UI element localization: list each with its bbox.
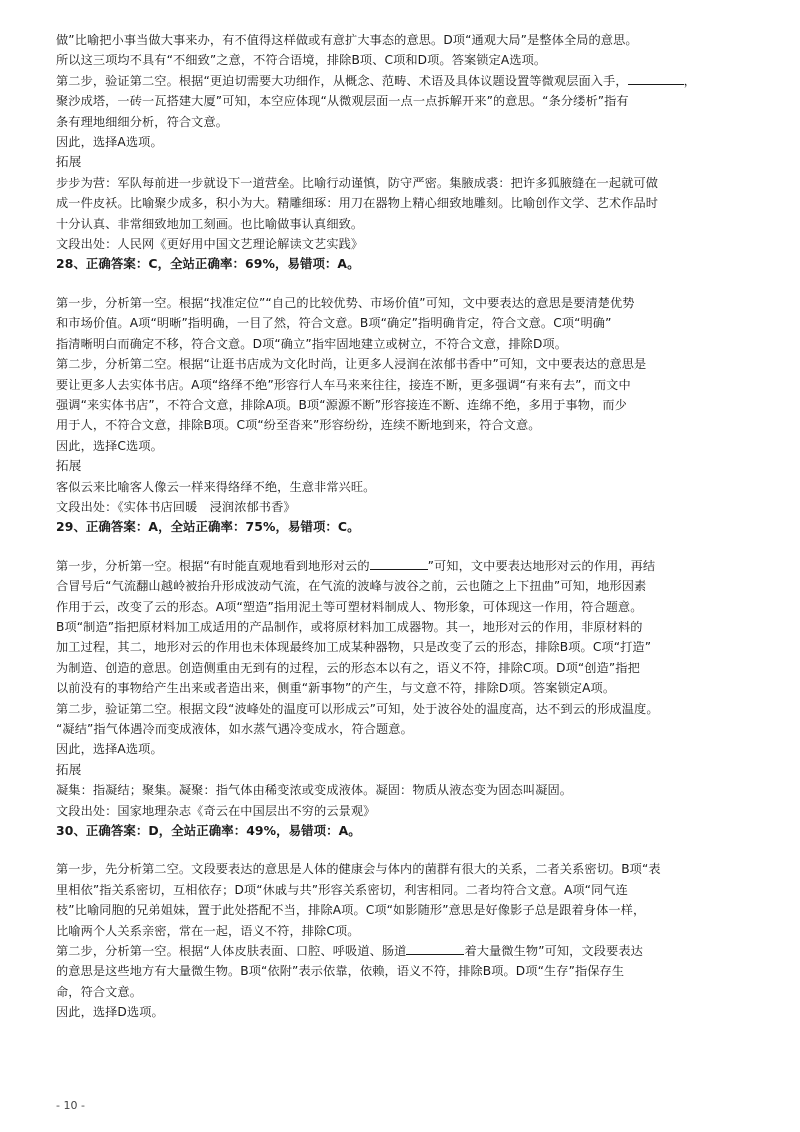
text-line: 合冒号后“气流翻山越岭被抬升形成波动气流，在气流的波峰与波谷之前，云也随之上下扭曲”可知，地形因素 <box>56 579 647 594</box>
text-line: 步步为营：军队每前进一步就设下一道营垒。比喻行动谨慎，防守严密。集腋成裘：把许多狐腋缝在一起就可做 <box>56 175 659 190</box>
text-fragment: ”可知，文中要表达地形对云的作用，再结 <box>427 558 656 573</box>
text-line: 聚沙成塔，一砖一瓦搭建大厦”可知，本空应体现“从微观层面一点一点拆解开来”的意思。“条分缕析”指有 <box>56 94 629 109</box>
text-line: B项“制造”指把原材料加工成适用的产品制作，或将原材料加工成器物。其一，地形对云的作用，非原材料的 <box>56 619 643 634</box>
explanation-block-29 <box>56 556 750 842</box>
source-line: 文段出处：人民网《更好用中国文艺理论解读文艺实践》 <box>56 237 364 252</box>
explanation-block-28 <box>56 293 750 538</box>
text-line <box>56 941 750 961</box>
text-line: “凝结”指气体遇冷而变成液体，如水蒸气遇冷变成水，符合题意。 <box>56 722 413 736</box>
text-line: 条有理地细细分析，符合文意。 <box>56 114 229 129</box>
text-line: 强调“来实体书店”，不符合文意，排除A项。B项“源源不断”形容接连不断、连绵不绝，多用于事物，而少 <box>56 397 627 412</box>
text-line: 比喻两个人关系亲密，常在一起，语义不符，排除C项。 <box>56 923 360 938</box>
text-fragment: 第二步，分析第一空。根据“人体皮肤表面、口腔、呼吸道、肠道 <box>56 944 407 959</box>
text-line: 第一步，先分析第二空。文段要表达的意思是人体的健康会与体内的菌群有很大的关系，二者关系密切。B项“表 <box>56 862 661 877</box>
text-line: 以前没有的事物给产生出来或者造出来，侧重“新事物”的产生，与文意不符，排除D项。答案锁定A项。 <box>56 681 616 696</box>
text-line: 因此，选择A选项。 <box>56 742 163 757</box>
page-number: - 10 - <box>56 1099 85 1112</box>
text-line: 和市场价值。A项“明晰”指明确，一目了然，符合文意。B项“确定”指明确肯定，符合文意。C项“明确” <box>56 316 612 331</box>
text-line: 因此，选择C选项。 <box>56 438 163 453</box>
answer-line: 28、正确答案：C，全站正确率：69%，易错项：A。 <box>56 256 360 272</box>
text-line: 里相依”指关系密切，互相依存；D项“休戚与共”形容关系密切，利害相同。二者均符合文意。A项“同气连 <box>56 882 628 897</box>
answer-line: 29、正确答案：A，全站正确率：75%，易错项：C。 <box>56 519 360 535</box>
text-line: 第一步，分析第一空。根据“找准定位”“自己的比较优势、市场价值”可知，文中要表达的意思是要清楚优势 <box>56 295 635 310</box>
text-fragment: 第一步，分析第一空。根据“有时能直观地看到地形对云的 <box>56 558 370 573</box>
text-line: 成一件皮袄。比喻聚少成多，积小为大。精雕细琢：用刀在器物上精心细致地雕刻。比喻创作文学、艺术作品时 <box>56 196 659 211</box>
explanation-block-30 <box>56 859 750 1022</box>
section-heading: 拓展 <box>56 458 82 474</box>
text-line <box>56 556 750 576</box>
answer-line: 30、正确答案：D，全站正确率：49%，易错项：A。 <box>56 823 361 839</box>
text-line <box>56 71 750 91</box>
text-line: 要让更多人去实体书店。A项“络绎不绝”形容行人车马来来往往，接连不断，更多强调“有来有去”，而文中 <box>56 377 631 392</box>
explanation-block-27 <box>56 30 750 275</box>
text-line: 做”比喻把小事当做大事来办，有不值得这样做或有意扩大事态的意思。D项“通观大局”是整体全局的意思。 <box>56 33 638 47</box>
source-line: 文段出处：国家地理杂志《奇云在中国层出不穷的云景观》 <box>56 803 376 818</box>
source-line: 文段出处：《实体书店回暖 浸润浓郁书香》 <box>56 499 296 514</box>
text-line: 枝”比喻同胞的兄弟姐妹，置于此处搭配不当，排除A项。C项“如影随形”意思是好像影子总是跟着身体一样， <box>56 903 646 918</box>
text-line: 因此，选择D选项。 <box>56 1005 164 1020</box>
section-heading: 拓展 <box>56 761 82 777</box>
text-line: 的意思是这些地方有大量微生物。B项“依附”表示依靠，依赖，语义不符，排除B项。D项“生存”指保存生 <box>56 964 625 979</box>
text-line: 作用于云，改变了云的形态。A项“塑造”指用泥土等可塑材料制成人、物形象，可体现这一作用，符合题意。 <box>56 599 643 614</box>
text-fragment: 第二步，验证第二空。根据“更迫切需要大功细作，从概念、范畴、术语及具体议题设置等微观层面入手， <box>56 73 628 88</box>
text-line: 为制造、创造的意思。创造侧重由无到有的过程，云的形态本以有之，语义不符，排除C项。D项“创造”指把 <box>56 660 640 675</box>
fill-blank <box>628 72 684 85</box>
text-fragment: 着大量微生物”可知，文段要表达 <box>464 944 643 959</box>
text-line: 所以这三项均不具有“不细致”之意，不符合语境，排除B项、C项和D项。答案锁定A选项。 <box>56 53 547 68</box>
text-line: 第二步，验证第二空。根据文段“波峰处的温度可以形成云”可知，处于波谷处的温度高，达不到云的形成温度。 <box>56 701 659 716</box>
text-line: 第二步，分析第二空。根据“让逛书店成为文化时尚，让更多人浸润在浓郁书香中”可知，文中要表达的意思是 <box>56 357 647 372</box>
fill-blank <box>370 557 428 570</box>
fill-blank <box>406 942 464 955</box>
text-line: 客似云来比喻客人像云一样来得络绎不绝，生意非常兴旺。 <box>56 479 376 494</box>
text-line: 十分认真、非常细致地加工刻画。也比喻做事认真细致。 <box>56 216 364 231</box>
text-line: 指清晰明白而确定不移，符合文意。D项“确立”指牢固地建立或树立，不符合文意，排除D项。 <box>56 336 568 351</box>
text-line: 加工过程，其二，地形对云的作用也未体现最终加工成某种器物，只是改变了云的形态，排除B项。C项“打造” <box>56 640 652 655</box>
text-line: 凝集：指凝结；聚集。凝聚：指气体由稀变浓或变成液体。凝固：物质从液态变为固态叫凝固。 <box>56 783 573 798</box>
text-fragment: ， <box>683 73 696 88</box>
text-line: 用于人，不符合文意，排除B项。C项“纷至沓来”形容纷纷，连续不断地到来，符合文意。 <box>56 418 541 433</box>
text-line: 因此，选择A选项。 <box>56 135 163 150</box>
text-line: 命，符合文意。 <box>56 984 143 999</box>
section-heading: 拓展 <box>56 154 82 170</box>
